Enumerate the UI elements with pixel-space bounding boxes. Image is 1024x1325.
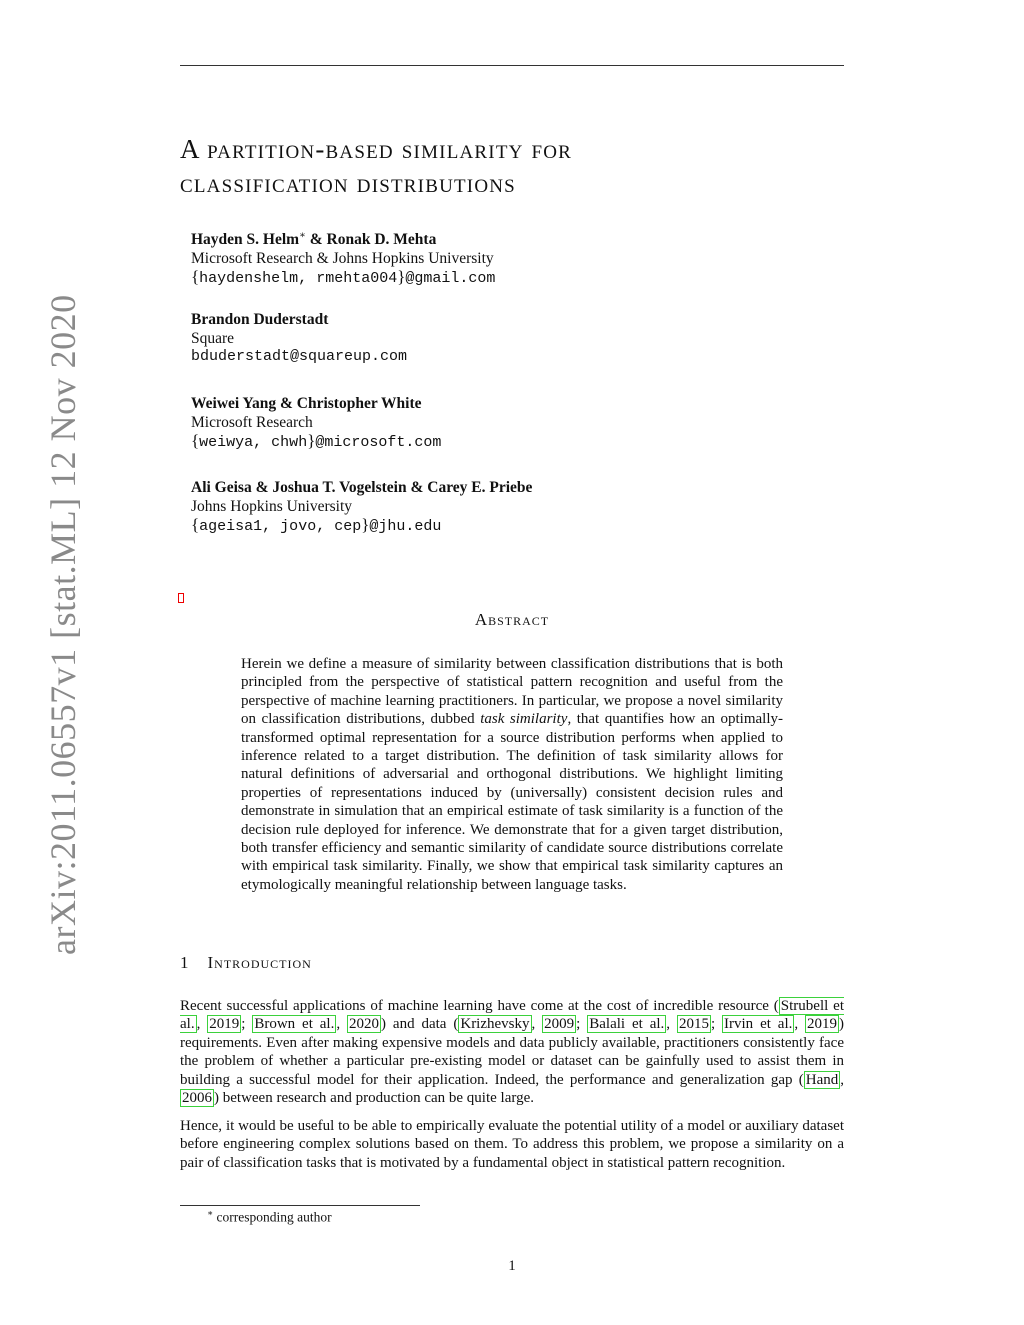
abstract-text: Herein we define a measure of similarity between classification distributions that is both principled from the perspective of statistical pattern recognition and useful from the perspective of machine learning practitioners. In particular, we propose a novel similarity on classification distributions, dubbed task similarity, that quantifies how an optimally-transformed optimal representation for a source distribution performs when applied to inference related to a target distribution. The definition of task similarity allows for natural definitions of adversarial and orthogonal distributions. We highlight limiting properties of representations induced by (universally) consistent decision rules and demonstrate in simulation that an empirical estimate of task similarity is a function of the decision rule deployed for inference. We demonstrate that for a given target distribution, both transfer efficiency and semantic similarity of candidate source distributions correlate with empirical task similarity. Finally, we show that empirical task similarity captures an etymologically meaningful relationship between language tasks.	[241, 656, 784, 893]
footnote: ∗ corresponding author	[207, 1208, 332, 1225]
section-title: Introduction	[207, 953, 312, 972]
author-affiliation: Square	[191, 329, 235, 347]
header-rule	[180, 65, 844, 66]
citation-link[interactable]: 2020	[349, 1016, 380, 1033]
author-email[interactable]: {ageisa1, jovo, cep}@jhu.edu	[191, 515, 442, 535]
section-heading-introduction	[180, 953, 312, 973]
citation-link[interactable]: Balali et al.	[589, 1016, 665, 1033]
intro-paragraph-1: Recent successful applications of machine learning have come at the cost of incredible resource ( Strubell et al. , 2019 ; Brown et al. , 2020 ) and data ( Krizhevsky , 2009 ; Balali et al. , 2015 ; Irvin et al. , 2019 ) requirements. Even after making expensive models and data publicly available, practitioners consistently face the problem of whether a particular pre-existing model or dataset can be gainfully used to assist them in building a successful model for their application. Indeed, the performance and generalization gap ( Hand , 2006 ) between research and production can be quite large.	[180, 998, 845, 1107]
abstract-heading: Abstract	[474, 610, 550, 629]
footnote-rule	[180, 1205, 420, 1206]
page-number: 1	[508, 1258, 516, 1274]
arxiv-identifier[interactable]: arXiv:2011.06557v1 [stat.ML] 12 Nov 2020	[43, 294, 83, 955]
author-block-2	[191, 311, 831, 367]
author-affiliation: Johns Hopkins University	[191, 497, 353, 515]
author-block-3	[191, 395, 831, 453]
intro-paragraph-2: Hence, it would be useful to be able to empirically evaluate the potential utility of a model or auxiliary dataset before engineering complex solutions based on them. To address this problem, we propose a similarity on a pair of classification tasks that is motivated by a fundamental object in statistical pattern recognition.	[180, 1118, 844, 1171]
citation-link[interactable]: Irvin et al.	[724, 1016, 793, 1033]
citation-link[interactable]: 2019	[807, 1016, 838, 1033]
citation-link[interactable]: 2009	[544, 1016, 575, 1033]
paper-title	[180, 132, 844, 200]
section-number: 1	[180, 953, 190, 972]
author-block-4	[191, 479, 831, 537]
author-email[interactable]: bduderstadt@squareup.com	[191, 348, 408, 365]
citation-link[interactable]: Krizhevsky	[460, 1016, 530, 1033]
paper-title-line-1: A partition-based similarity for	[180, 134, 573, 164]
author-email[interactable]: {haydenshelm, rmehta004}@gmail.com	[191, 267, 496, 288]
citation-link[interactable]: Hand	[805, 1071, 839, 1088]
author-names: Weiwei Yang & Christopher White	[191, 395, 422, 412]
author-names: Ali Geisa & Joshua T. Vogelstein & Carey E. Priebe	[191, 479, 533, 496]
citation-link[interactable]: 2019	[209, 1016, 240, 1033]
author-email[interactable]: {weiwya, chwh}@microsoft.com	[191, 431, 442, 451]
citation-link[interactable]: 2006	[182, 1090, 212, 1107]
paper-title-line-2: classification distributions	[180, 168, 516, 198]
author-names: Brandon Duderstadt	[191, 311, 329, 328]
annotation-marker[interactable]	[178, 593, 184, 603]
author-affiliation: Microsoft Research & Johns Hopkins University	[191, 249, 494, 267]
author-affiliation: Microsoft Research	[191, 413, 313, 431]
citation-link[interactable]: 2015	[678, 1016, 709, 1033]
emphasis-task-similarity: task similarity	[480, 711, 568, 728]
citation-link[interactable]: Strubell et al.	[180, 998, 844, 1033]
author-block-1	[191, 227, 831, 289]
citation-link[interactable]: Brown et al.	[254, 1016, 335, 1033]
author-names: Hayden S. Helm∗ & Ronak D. Mehta	[191, 230, 437, 249]
